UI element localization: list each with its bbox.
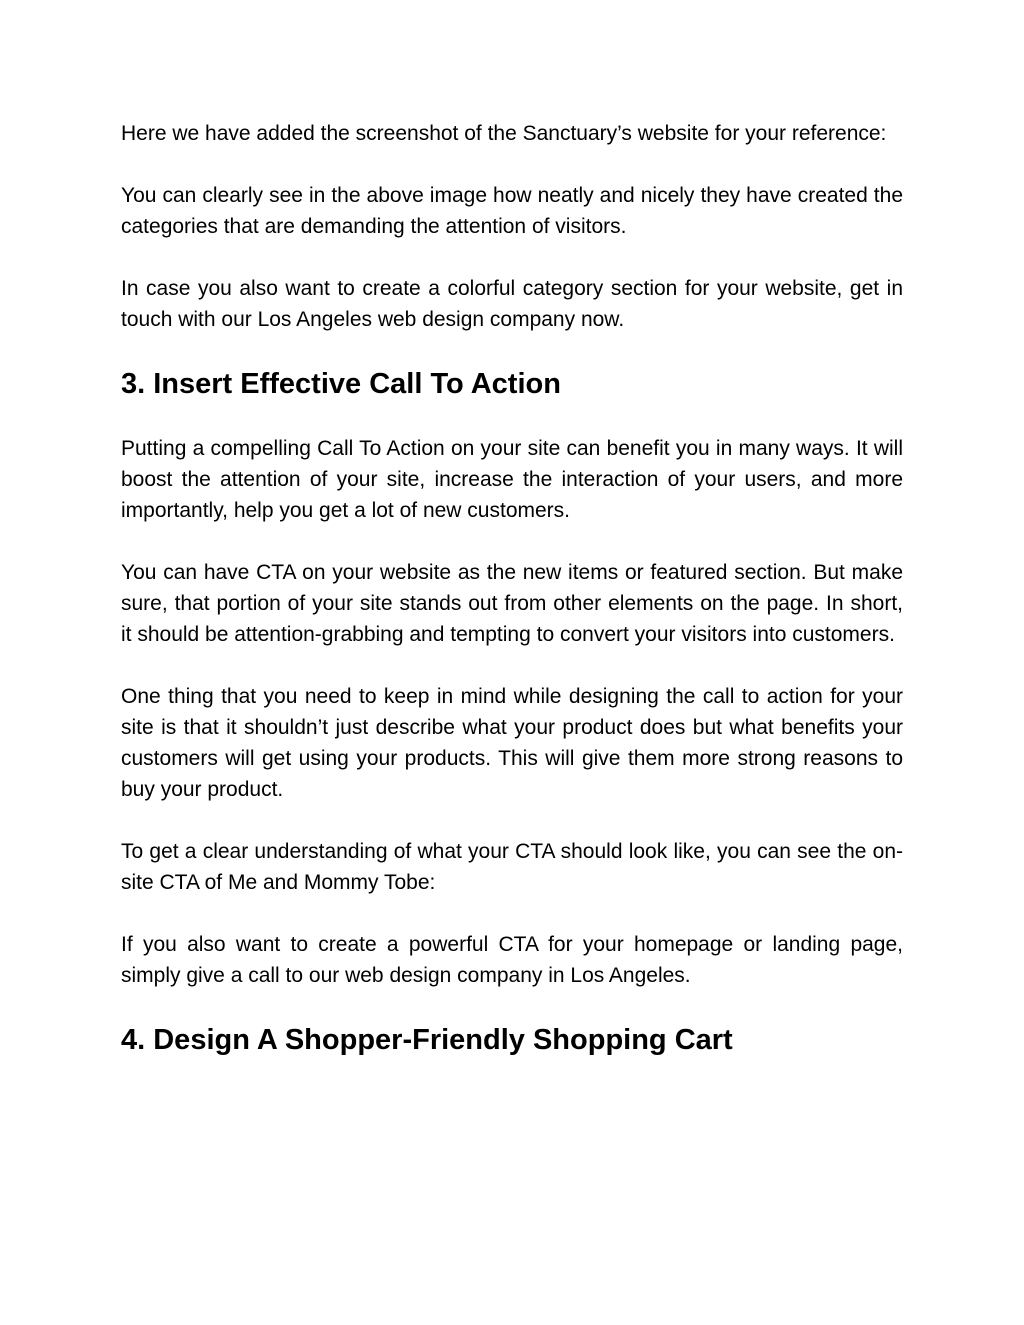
paragraph-cta-contact: If you also want to create a powerful CTA for your homepage or landing page, simply give a call to our web design company in Los Angeles. (121, 933, 903, 987)
section-4-heading: 4. Design A Shopper-Friendly Shopping Cart (121, 1024, 733, 1056)
paragraph-screenshot-reference: Here we have added the screenshot of the Sanctuary’s website for your reference: (121, 122, 887, 145)
section-3-heading: 3. Insert Effective Call To Action (121, 368, 561, 400)
paragraph-cta-benefits: Putting a compelling Call To Action on your site can benefit you in many ways. It will boost the attention of your site, increase the interaction of your users, and more importantly, help you get a lot of new customers. (121, 437, 903, 522)
paragraph-contact-category: In case you also want to create a colorful category section for your website, get in touch with our Los Angeles web design company now. (121, 277, 903, 331)
paragraph-cta-design-tip: One thing that you need to keep in mind while designing the call to action for your site is that it shouldn’t just describe what your product does but what benefits your customers will get using your products. This will give them more strong reasons to buy your product. (121, 685, 903, 801)
paragraph-cta-placement: You can have CTA on your website as the new items or featured section. But make sure, that portion of your site stands out from other elements on the page. In short, it should be attention-grabbing and tempting to convert your visitors into customers. (121, 561, 903, 646)
document-page (121, 118, 903, 1089)
paragraph-cta-example: To get a clear understanding of what your CTA should look like, you can see the on-site CTA of Me and Mommy Tobe: (121, 840, 903, 894)
paragraph-categories: You can clearly see in the above image how neatly and nicely they have created the categories that are demanding the attention of visitors. (121, 184, 903, 238)
